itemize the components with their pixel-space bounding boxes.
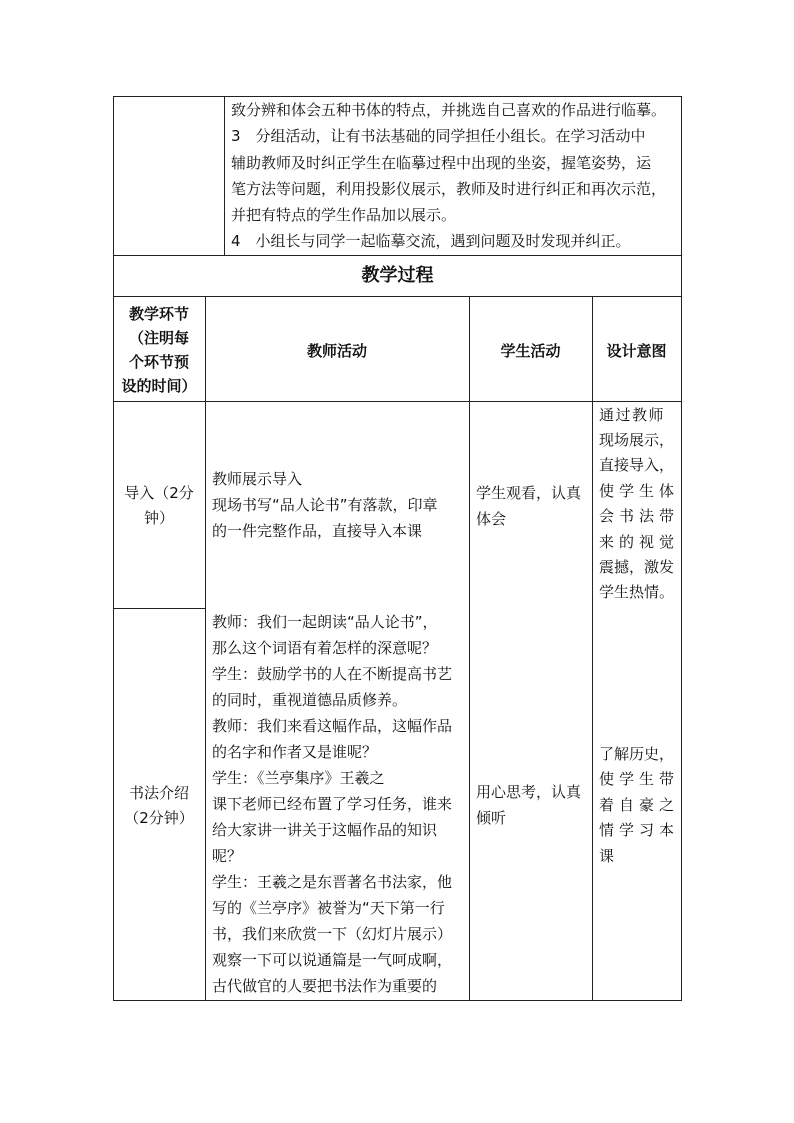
top-line: 并把有特点的学生作品加以展示。 (231, 206, 457, 224)
border-bottom (113, 1000, 682, 1001)
stage-cell (113, 781, 205, 831)
top-line: 致分辨和体会五种书体的特点，并挑选自己喜欢的作品进行临摹。 (231, 101, 667, 119)
intent-line: 来的视觉 (599, 533, 680, 551)
teacher-line: 课下老师已经布置了学习任务，谁来 (212, 795, 453, 813)
intent-line: 着自豪之 (599, 796, 680, 814)
intent-line: 了解历史， (599, 745, 675, 763)
intent-line: 情学习本 (599, 821, 680, 839)
teacher-line: 的同时，重视道德品质修养。 (212, 691, 408, 709)
teacher-line: 呢？ (212, 847, 243, 865)
stage-cell (113, 481, 205, 531)
rule-after-title (113, 296, 682, 297)
rule-after-header (113, 401, 682, 402)
teacher-line: 学生：《兰亭集序》王羲之 (212, 769, 385, 787)
header-stage (113, 302, 205, 398)
teacher-line: 现场书写“品人论书”有落款，印章 (212, 496, 438, 514)
teacher-line: 那么这个词语有着怎样的深意呢？ (212, 639, 438, 657)
stage-line: （2分钟） (124, 809, 194, 827)
header-stage-line: 教学环节 (128, 305, 189, 323)
intent-line: 学生热情。 (599, 583, 675, 601)
intent-line: 现场展示， (599, 431, 675, 449)
intent-line: 使学生体 (599, 482, 680, 500)
header-student: 学生活动 (500, 342, 561, 360)
teacher-line: 学生：鼓励学书的人在不断提高书艺 (212, 665, 453, 683)
section-title: 教学过程 (361, 265, 434, 286)
intent-line: 震撼，激发 (599, 558, 675, 576)
intent-line: 会书法带 (599, 507, 680, 525)
header-stage-line: （注明每 (128, 329, 189, 347)
student-line: 体会 (476, 510, 507, 528)
border-right (681, 96, 682, 1001)
intent-line: 课 (599, 847, 615, 865)
student-line: 学生观看，认真 (476, 484, 582, 502)
teacher-line: 给大家讲一讲关于这幅作品的知识 (212, 821, 438, 839)
border-left (113, 96, 114, 1001)
top-line: 笔方法等问题，利用投影仪展示，教师及时进行纠正和再次示范， (231, 180, 667, 198)
teacher-line: 教师展示导入 (212, 470, 303, 488)
rule-after-top (113, 255, 682, 256)
teacher-line: 教师：我们一起朗读“品人论书”， (212, 613, 438, 631)
header-teacher: 教师活动 (306, 342, 367, 360)
top-line: 3 分组活动，让有书法基础的同学担任小组长。在学习活动中 (231, 127, 646, 145)
teacher-line: 的一件完整作品，直接导入本课 (212, 522, 423, 540)
teacher-line: 的名字和作者又是谁呢？ (212, 743, 378, 761)
teacher-line: 学生：王羲之是东晋著名书法家，他 (212, 873, 453, 891)
header-stage-line: 设的时间） (121, 377, 197, 395)
stage-line: 导入（2分 (124, 484, 194, 502)
student-line: 倾听 (476, 809, 507, 827)
border-top (113, 96, 682, 97)
col-line-2 (469, 296, 470, 1001)
top-section-divider (224, 96, 225, 255)
col-line-3 (592, 296, 593, 1001)
intent-line: 通过教师 (599, 406, 666, 424)
stage-line: 钟） (143, 509, 174, 527)
stage-line: 书法介绍 (128, 784, 189, 802)
student-line: 用心思考，认真 (476, 783, 582, 801)
col-line-1 (205, 296, 206, 1001)
top-line: 辅助教师及时纠正学生在临摹过程中出现的坐姿，握笔姿势，运 (231, 154, 652, 172)
rule-between-stages (113, 608, 205, 609)
teacher-line: 观察一下可以说通篇是一气呵成啊， (212, 951, 453, 969)
intent-line: 使学生带 (599, 770, 680, 788)
teacher-line: 教师：我们来看这幅作品，这幅作品 (212, 717, 453, 735)
teacher-line: 写的《兰亭序》被誉为“天下第一行 (212, 899, 445, 917)
teacher-line: 古代做官的人要把书法作为重要的 (212, 977, 438, 995)
header-intent: 设计意图 (606, 342, 667, 360)
teacher-line: 书，我们来欣赏一下（幻灯片展示） (212, 925, 453, 943)
top-line: 4 小组长与同学一起临摹交流，遇到问题及时发现并纠正。 (231, 232, 631, 250)
header-stage-line: 个环节预 (128, 353, 189, 371)
intent-line: 直接导入， (599, 456, 675, 474)
